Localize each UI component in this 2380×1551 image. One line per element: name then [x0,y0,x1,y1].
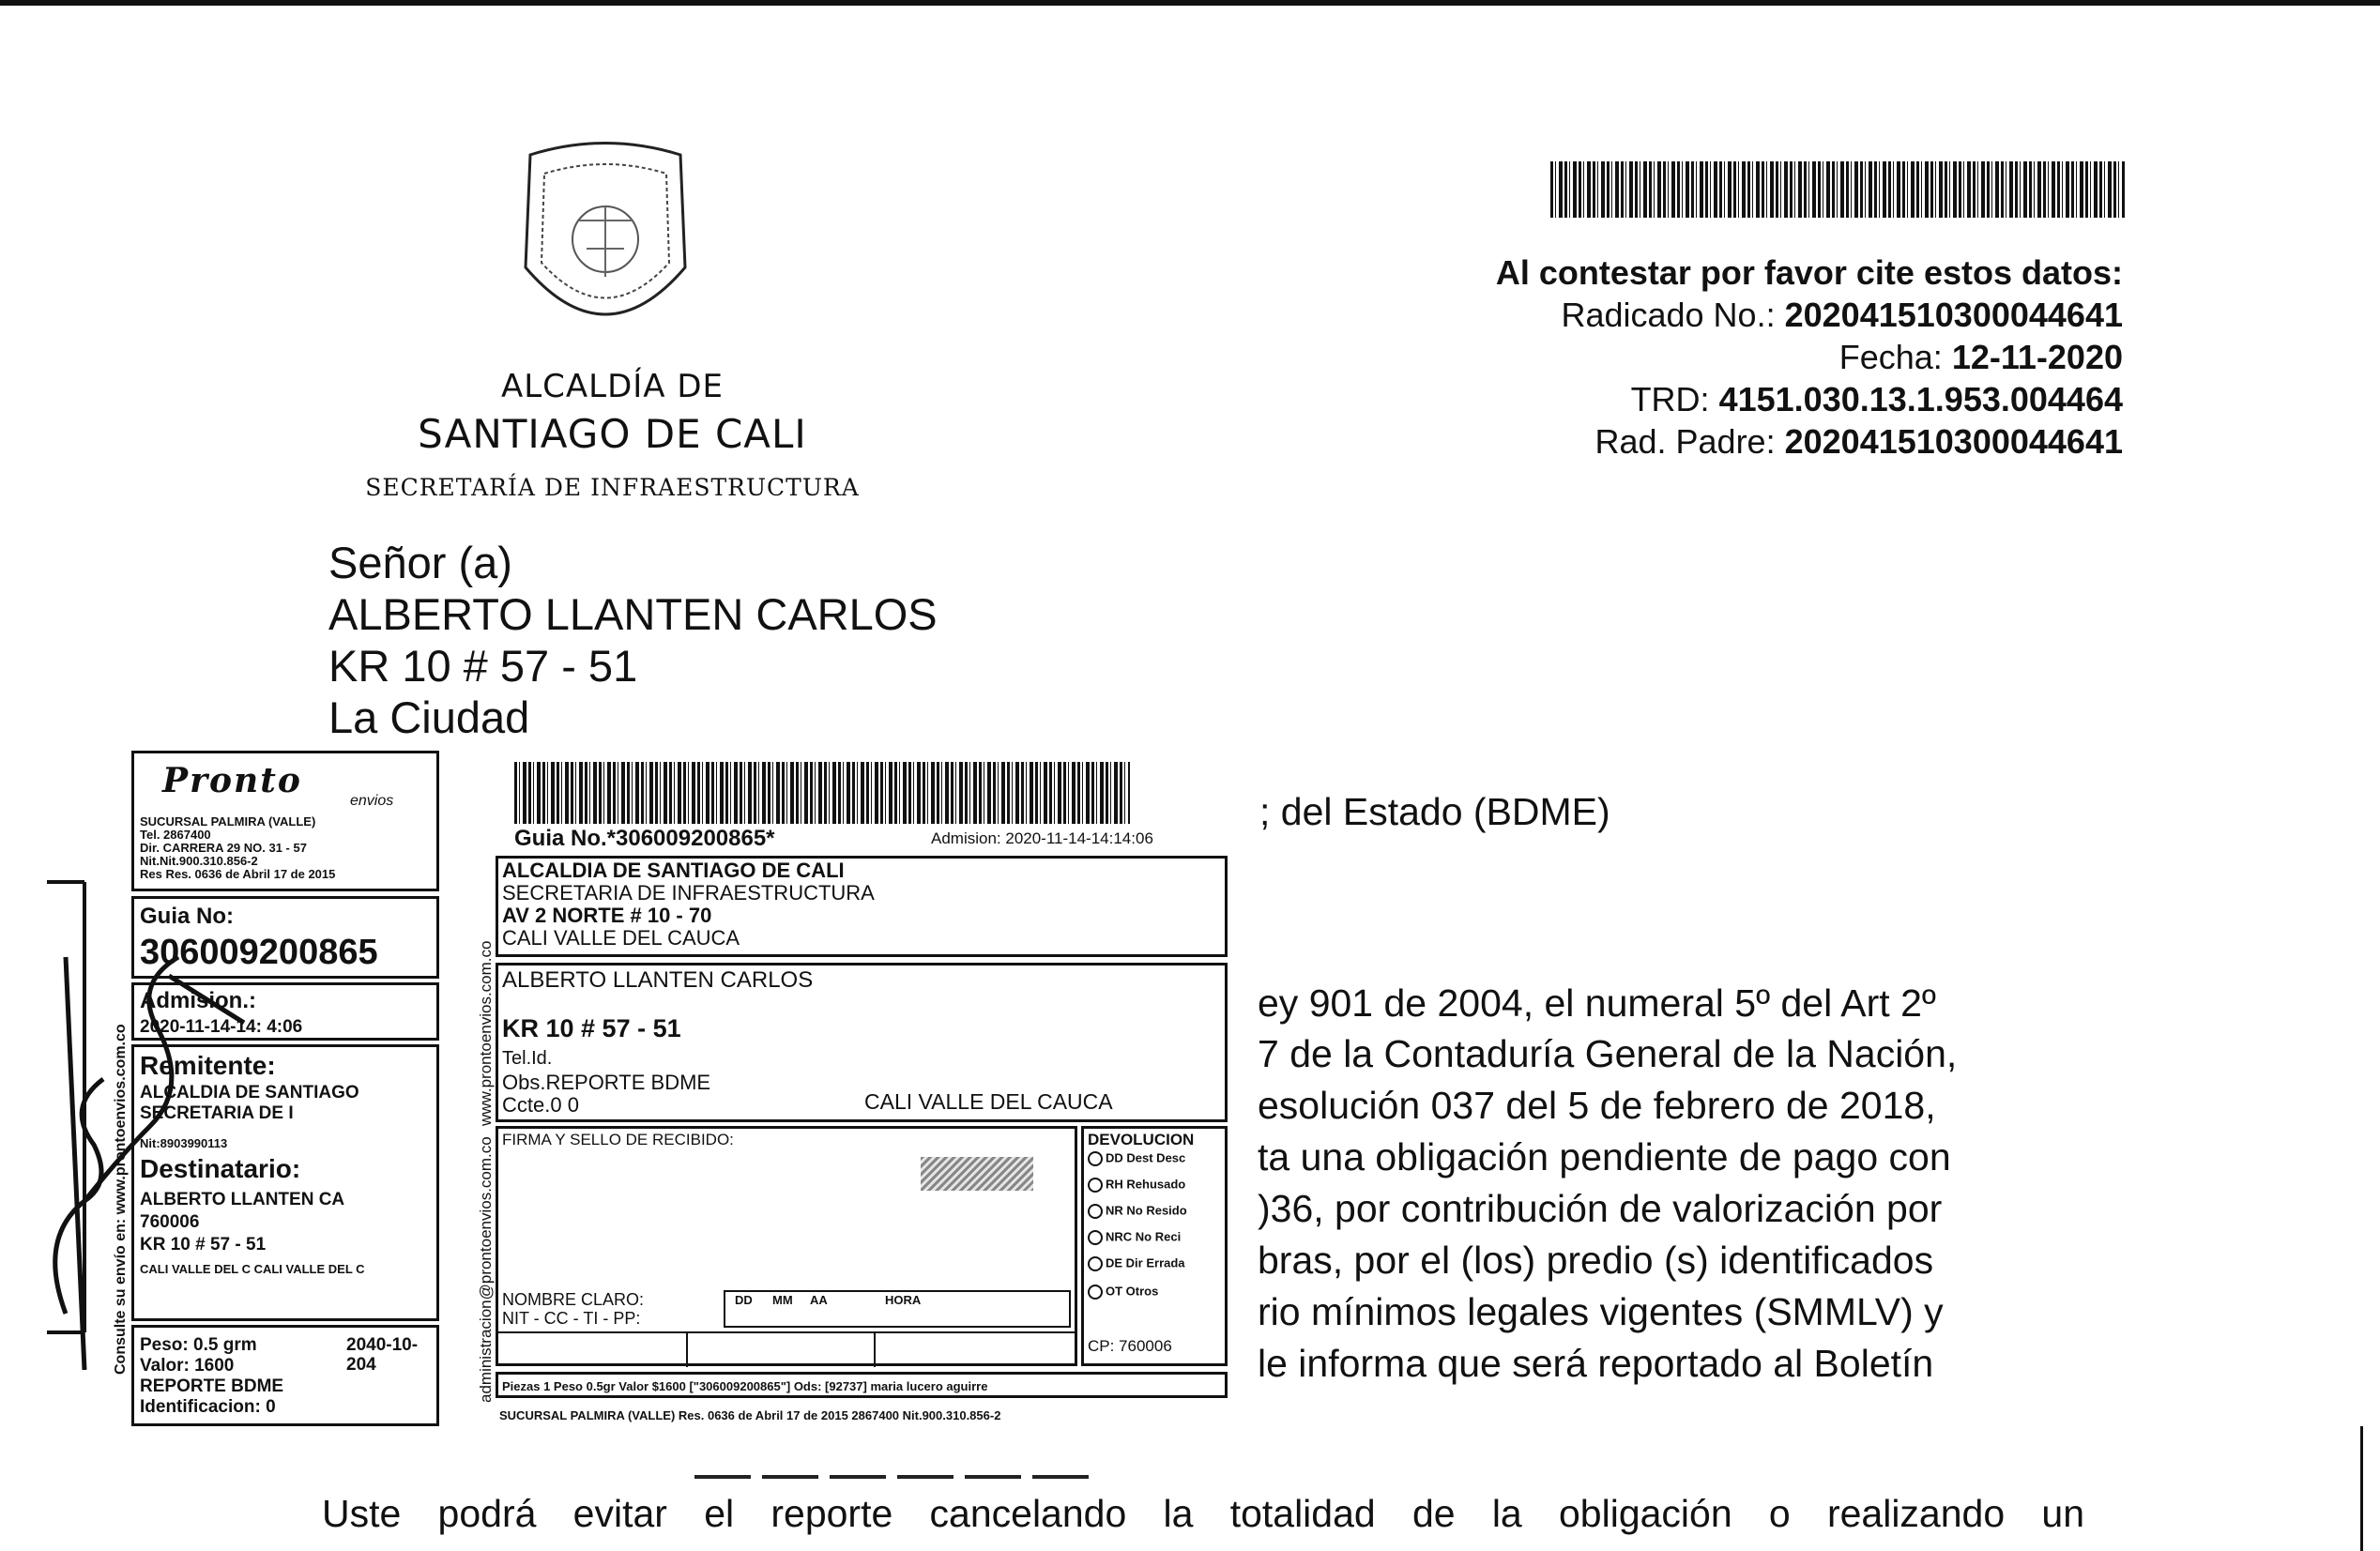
dev-option-3[interactable]: NR No Resido [1088,1204,1187,1219]
fecha-value: 12-11-2020 [1951,338,2123,376]
devolucion-label: DEVOLUCION [1088,1131,1195,1148]
remitente-1: ALCALDIA DE SANTIAGO [140,1083,359,1102]
receipt-admision: Admision: 2020-11-14-14:14:06 [931,829,1153,847]
fecha-label: Fecha: [1838,338,1943,376]
destinatario-label: Destinatario: [140,1154,301,1183]
body-line-1: ey 901 de 2004, el numeral 5º del Art 2º [1258,981,1936,1025]
body-line-8: le informa que será reportado al Boletín [1258,1342,1934,1385]
stub-side-text: Consulte su envío en: www.prontoenvios.com.co [113,1024,129,1375]
stub-tel: Tel. 2867400 [140,828,211,842]
receipt-side-web: www.prontoenvios.com.co [477,940,495,1126]
body-line-6: bras, por el (los) predio (s) identificados [1258,1239,1934,1282]
remitente-nit: Nit:8903990113 [140,1136,228,1150]
trd-row [1333,378,2123,420]
from-2: SECRETARIA DE INFRAESTRUCTURA [502,881,875,905]
pronto-logo: Pronto [162,761,302,800]
piezas-row [496,1372,1228,1398]
dev-option-5[interactable]: DE Dir Errada [1088,1256,1185,1271]
stub-res: Res Res. 0636 de Abril 17 de 2015 [140,867,336,881]
header-barcode [1550,161,2125,218]
receipt-footer: SUCURSAL PALMIRA (VALLE) Res. 0636 de Abril 17 de 2015 2867400 Nit.900.310.856-2 [499,1408,1001,1422]
radicado-row [1333,294,2123,336]
citation-block [1333,251,2123,463]
nombre-label: NOMBRE CLARO: [502,1290,645,1309]
stub-obs: REPORTE BDME [140,1376,284,1396]
body-line-5: )36, por contribución de valorización por [1258,1187,1943,1230]
padre-label: Rad. Padre: [1594,422,1776,461]
stub-admision-value: 2020-11-14-14: 4:06 [140,1017,303,1037]
body-line-7: rio mínimos legales vigentes (SMMLV) y [1258,1290,1944,1333]
stub-ident: Identificacion: 0 [140,1397,276,1417]
recipient-block [328,537,938,743]
trd-value: 4151.030.13.1.953.004464 [1718,380,2123,418]
stub-admision-label: Admision.: [140,988,256,1013]
from-3: AV 2 NORTE # 10 - 70 [502,904,712,927]
radicado-value: 202041510300044641 [1784,296,2123,334]
stub-sucursal: SUCURSAL PALMIRA (VALLE) [140,814,316,829]
stub-guia-value: 306009200865 [140,933,378,972]
receipt-side-mail: administracion@prontoenvios.com.co [477,1136,495,1403]
date-box [724,1290,1071,1328]
dev-option-1[interactable]: DD Dest Desc [1088,1151,1185,1166]
stub-peso-text: Peso: 0.5 grm [140,1335,257,1355]
firma-label: FIRMA Y SELLO DE RECIBIDO: [502,1131,734,1148]
padre-row [1333,420,2123,463]
from-1: ALCALDIA DE SANTIAGO DE CALI [502,859,845,882]
right-margin-line [2360,1426,2363,1551]
dd-label: DD [735,1293,753,1307]
dest-2: 760006 [140,1212,200,1232]
recipient-city: La Ciudad [328,692,530,742]
to-4: Obs.REPORTE BDME [502,1071,711,1094]
recipient-address: KR 10 # 57 - 51 [328,641,638,691]
from-4: CALI VALLE DEL CAUCA [502,926,740,950]
receipt-barcode [514,762,1130,824]
dest-1: ALBERTO LLANTEN CA [140,1190,345,1209]
dev-option-2[interactable]: RH Rehusado [1088,1178,1185,1193]
last-line: Uste podrá evitar el reporte cancelando la totalidad de la obligación o realizando un [322,1492,2084,1535]
body-line-2: 7 de la Contaduría General de la Nación, [1258,1032,1958,1075]
handwritten-signature [28,841,310,1370]
dev-option-6[interactable]: OT Otros [1088,1285,1158,1300]
alcaldia-line3: SECRETARÍA DE INFRAESTRUCTURA [365,474,860,501]
pronto-sub: envios [350,793,394,809]
aa-label: AA [810,1293,828,1307]
padre-value: 202041510300044641 [1784,422,2123,461]
hora-label: HORA [885,1293,922,1307]
to-5: Ccte.0 0 [502,1093,579,1117]
radicado-label: Radicado No.: [1561,296,1776,334]
trd-label: TRD: [1630,380,1710,418]
stub-dir: Dir. CARRERA 29 NO. 31 - 57 [140,841,307,855]
dest-4: CALI VALLE DEL C CALI VALLE DEL C [140,1262,365,1276]
bottom-cells [498,1331,1075,1367]
devolucion-box [1081,1126,1228,1366]
citation-intro: Al contestar por favor cite estos datos: [1495,253,2123,292]
cp-label: CP: 760006 [1088,1337,1172,1355]
body-line-3: esolución 037 del 5 de febrero de 2018, [1258,1084,1936,1127]
to-city: CALI VALLE DEL CAUCA [864,1089,1113,1114]
salutation: Señor (a) [328,538,512,587]
subject-fragment: ; del Estado (BDME) [1259,790,1610,833]
stub-peso-date: 2040-10-204 [346,1335,419,1375]
to-1: ALBERTO LLANTEN CARLOS [502,967,814,993]
dest-3: KR 10 # 57 - 51 [140,1235,267,1254]
to-2: KR 10 # 57 - 51 [502,1014,681,1042]
dev-option-4[interactable]: NRC No Reci [1088,1230,1181,1245]
alcaldia-line1: ALCALDÍA DE [500,368,725,405]
stub-guia-label: Guia No: [140,904,234,929]
stamp-smudge [921,1157,1033,1191]
stub-valor: Valor: 1600 [140,1356,235,1376]
dashed-rule [694,1475,1089,1479]
crest-logo [511,136,699,352]
receipt-guia: Guia No.*306009200865* [514,826,775,851]
top-rule [0,0,2380,6]
body-line-4: ta una obligación pendiente de pago con [1258,1135,1951,1178]
stub-nit: Nit.Nit.900.310.856-2 [140,854,258,868]
remitente-label: Remitente: [140,1051,276,1080]
fecha-row [1333,336,2123,378]
receipt-from [496,856,1228,957]
remitente-2: SECRETARIA DE I [140,1103,294,1123]
alcaldia-line2: SANTIAGO DE CALI [418,411,807,457]
recipient-name: ALBERTO LLANTEN CARLOS [328,589,938,639]
mm-label: MM [772,1293,793,1307]
receipt-to [496,963,1228,1122]
receipt-signature-box [496,1126,1077,1366]
piezas-text: Piezas 1 Peso 0.5gr Valor $1600 ["306009200865"] Ods: [92737] maria lucero aguirre [502,1379,988,1393]
to-3: Tel.Id. [502,1048,553,1069]
nit-label: NIT - CC - TI - PP: [502,1309,641,1328]
